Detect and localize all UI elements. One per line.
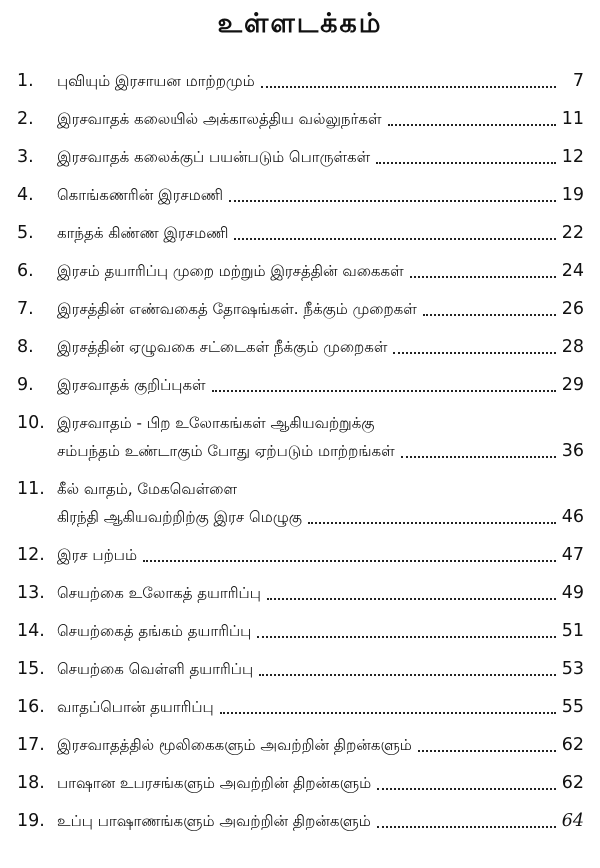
toc-entry	[0, 726, 600, 764]
entry-title: உப்பு பாஷாணங்களும் அவற்றின் திறன்களும்	[57, 812, 371, 830]
entry-number: 3.	[17, 147, 34, 167]
dot-leader	[308, 522, 556, 524]
entry-line	[57, 693, 584, 721]
dot-leader	[229, 200, 556, 202]
entry-line	[57, 409, 584, 437]
entry-title: இரசம் தயாரிப்பு முறை மற்றும் இரசத்தின் வகைகள்	[57, 262, 404, 280]
toc-entry	[0, 62, 600, 100]
dot-leader	[376, 162, 556, 164]
entry-number: 17.	[17, 735, 45, 755]
page-number: 12	[561, 147, 584, 167]
toc-entry	[0, 574, 600, 612]
entry-title: இரசவாதக் கலைக்குப் பயன்படும் பொருள்கள்	[57, 148, 371, 166]
dot-leader	[388, 124, 556, 126]
toc-entry	[0, 366, 600, 404]
toc-entry	[0, 764, 600, 802]
entry-line	[57, 143, 584, 171]
page-number: 62	[561, 735, 584, 755]
dot-leader	[257, 636, 555, 638]
toc-entry	[0, 470, 600, 536]
dot-leader	[212, 390, 556, 392]
entry-line	[57, 475, 584, 503]
entry-title: செயற்கை உலோகத் தயாரிப்பு	[57, 584, 261, 602]
page-number: 24	[561, 261, 584, 281]
entry-line	[57, 807, 584, 835]
toc-entry	[0, 612, 600, 650]
dot-leader	[261, 86, 556, 88]
dot-leader	[377, 826, 556, 828]
entry-number: 16.	[17, 697, 45, 717]
dot-leader	[410, 276, 556, 278]
dot-leader	[418, 750, 556, 752]
toc-entry	[0, 138, 600, 176]
entry-line	[57, 333, 584, 361]
entry-title: கொங்கணரின் இரசமணி	[57, 186, 224, 204]
page-number: 47	[561, 545, 584, 565]
page-number: 26	[561, 299, 584, 319]
page-number: 29	[561, 375, 584, 395]
entry-number: 7.	[17, 299, 34, 319]
entry-title: இரசவாதத்தில் மூலிகைகளும் அவற்றின் திறன்களும்	[57, 736, 412, 754]
entry-number: 19.	[17, 811, 45, 831]
toc-entry	[0, 100, 600, 138]
dot-leader	[393, 352, 555, 354]
toc-entry	[0, 176, 600, 214]
page-number: 55	[561, 697, 584, 717]
page-number: 11	[561, 109, 584, 129]
page-number: 28	[561, 337, 584, 357]
page-number: 51	[561, 621, 584, 641]
entry-line	[57, 257, 584, 285]
toc-entry	[0, 404, 600, 470]
entry-number: 14.	[17, 621, 45, 641]
toc-entry	[0, 802, 600, 840]
entry-number: 11.	[17, 479, 45, 499]
entry-number: 13.	[17, 583, 45, 603]
toc-entry	[0, 252, 600, 290]
dot-leader	[143, 560, 556, 562]
entry-title: வாதப்பொன் தயாரிப்பு	[57, 698, 214, 716]
entry-line	[57, 67, 584, 95]
entry-title: இரசவாதம் - பிற உலோகங்கள் ஆகியவற்றுக்கு	[57, 414, 375, 432]
entry-line	[57, 617, 584, 645]
entry-title: இரசவாதக் கலையில் அக்காலத்திய வல்லுநர்கள்	[57, 110, 382, 128]
entry-number: 18.	[17, 773, 45, 793]
entry-title: கீல் வாதம், மேகவெள்ளை	[57, 480, 237, 498]
page-number: 49	[561, 583, 584, 603]
entry-number: 8.	[17, 337, 34, 357]
toc-entry	[0, 328, 600, 366]
page-number: 19	[561, 185, 584, 205]
entry-number: 4.	[17, 185, 34, 205]
entry-line	[57, 295, 584, 323]
dot-leader	[259, 674, 556, 676]
entry-number: 6.	[17, 261, 34, 281]
toc-entry	[0, 650, 600, 688]
entry-number: 1.	[17, 71, 34, 91]
entry-number: 15.	[17, 659, 45, 679]
entry-title: செயற்கை வெள்ளி தயாரிப்பு	[57, 660, 254, 678]
page-number: 64	[561, 811, 584, 831]
entry-line	[57, 579, 584, 607]
page-number: 46	[561, 507, 584, 527]
entry-title: இரசவாதக் குறிப்புகள்	[57, 376, 206, 394]
dot-leader	[423, 314, 556, 316]
toc-entry	[0, 214, 600, 252]
entry-number: 12.	[17, 545, 45, 565]
entry-line	[57, 731, 584, 759]
entry-title: காந்தக் கிண்ண இரசமணி	[57, 224, 229, 242]
entry-line	[57, 541, 584, 569]
entry-line	[57, 769, 584, 797]
dot-leader	[377, 788, 556, 790]
page-number: 22	[561, 223, 584, 243]
entry-number: 2.	[17, 109, 34, 129]
entry-number: 9.	[17, 375, 34, 395]
dot-leader	[234, 238, 555, 240]
dot-leader	[220, 712, 556, 714]
entry-number: 5.	[17, 223, 34, 243]
entry-title-continued: கிரந்தி ஆகியவற்றிற்கு இரச மெழுகு	[57, 508, 302, 526]
entry-number: 10.	[17, 413, 45, 433]
entry-title-continued: சம்பந்தம் உண்டாகும் போது ஏற்படும் மாற்றங்கள்	[57, 442, 395, 460]
page-number: 7	[572, 71, 584, 91]
page-number: 62	[561, 773, 584, 793]
entry-title: செயற்கைத் தங்கம் தயாரிப்பு	[57, 622, 252, 640]
page-number: 53	[561, 659, 584, 679]
entry-title: பாஷான உபரசங்களும் அவற்றின் திறன்களும்	[57, 774, 372, 792]
entry-line	[57, 181, 584, 209]
entry-title: இரசத்தின் ஏழுவகை சட்டைகள் நீக்கும் முறைகள்	[57, 338, 388, 356]
toc-list	[0, 62, 600, 840]
entry-line	[57, 371, 584, 399]
entry-line	[57, 105, 584, 133]
toc-entry	[0, 688, 600, 726]
entry-title: இரசத்தின் எண்வகைத் தோஷங்கள். நீக்கும் முறைகள்	[57, 300, 417, 318]
entry-line	[57, 655, 584, 683]
entry-title: இரச பற்பம்	[57, 546, 138, 564]
dot-leader	[267, 598, 556, 600]
toc-entry	[0, 290, 600, 328]
entry-line-continued	[57, 437, 584, 465]
entry-line-continued	[57, 503, 584, 531]
page-number: 36	[561, 441, 584, 461]
dot-leader	[401, 456, 556, 458]
page-title: உள்ளடக்கம்	[217, 8, 383, 39]
entry-line	[57, 219, 584, 247]
toc-entry	[0, 536, 600, 574]
entry-title: புவியும் இரசாயன மாற்றமும்	[57, 72, 255, 90]
